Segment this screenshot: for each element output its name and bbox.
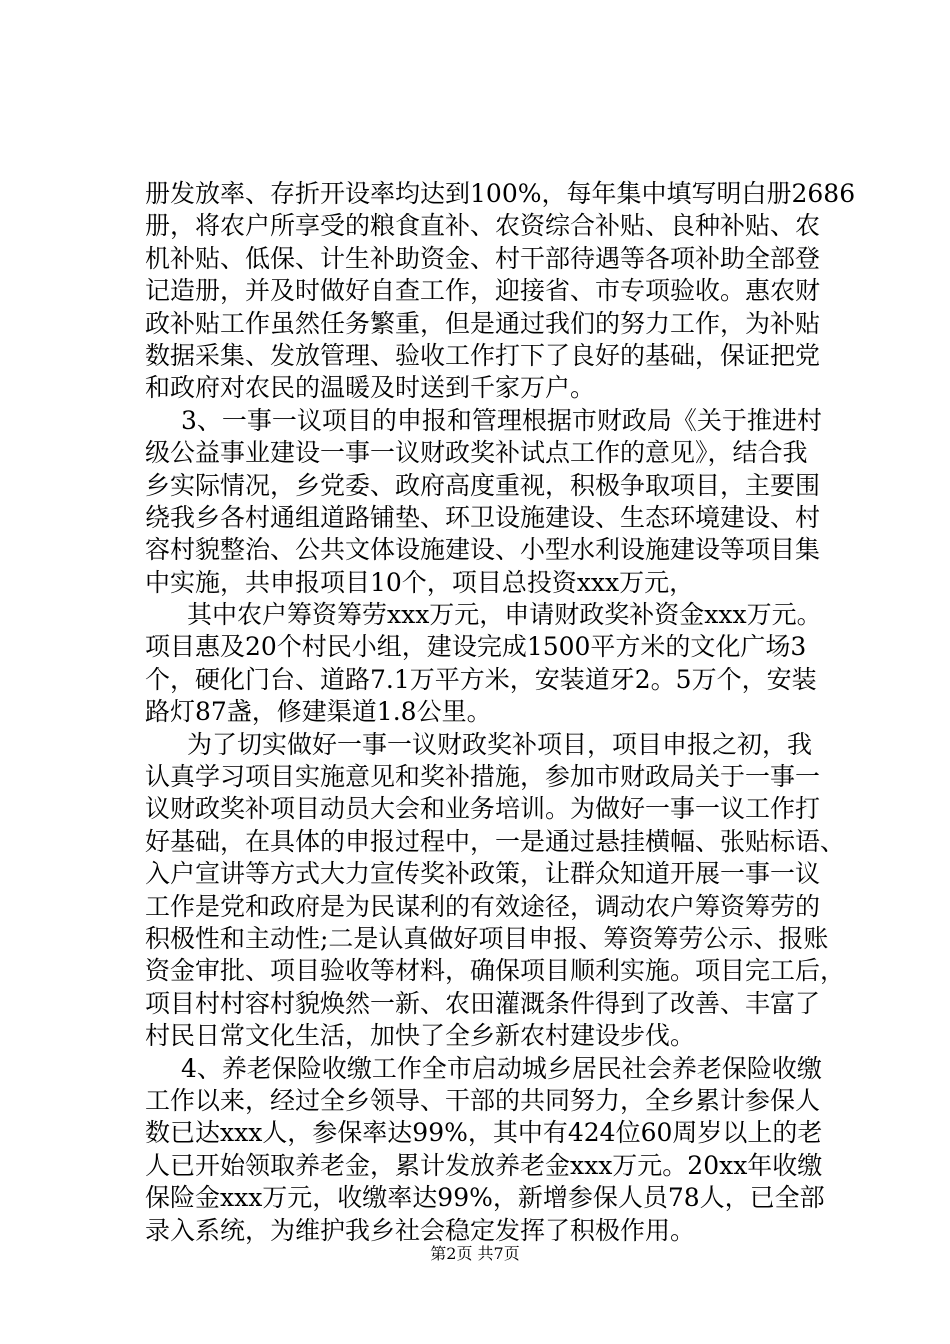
text-line: 路灯87盏，修建渠道1.8公里。 <box>145 697 492 727</box>
text-line: 机补贴、低保、计生补助资金、村干部待遇等各项补助全部登 <box>145 243 821 273</box>
document-body <box>145 178 856 1247</box>
text-line: 数据采集、发放管理、验收工作打下了良好的基础，保证把党 <box>145 340 821 370</box>
text-line: 个，硬化门台、道路7.1万平方米，安装道牙2。5万个，安装 <box>145 664 817 694</box>
text-line: 4、养老保险收缴工作全市启动城乡居民社会养老保险收缴 <box>181 1053 822 1083</box>
text-line: 录入系统，为维护我乡社会稳定发挥了积极作用。 <box>145 1215 696 1245</box>
text-line: 人已开始领取养老金，累计发放养老金xxx万元。20xx年收缴 <box>145 1150 823 1180</box>
text-line: 级公益事业建设一事一议财政奖补试点工作的意见》，结合我 <box>145 438 808 468</box>
text-line: 数已达xxx人，参保率达99%，其中有424位60周岁以上的老 <box>145 1118 823 1148</box>
text-line: 绕我乡各村通组道路铺垫、环卫设施建设、生态环境建设、村 <box>145 502 821 532</box>
text-line: 项目村村容村貌焕然一新、农田灌溉条件得到了改善、丰富了 <box>145 988 821 1018</box>
text-line: 工作是党和政府是为民谋利的有效途径，调动农户筹资筹劳的 <box>145 891 821 921</box>
text-line: 乡实际情况，乡党委、政府高度重视，积极争取项目，主要围 <box>145 470 821 500</box>
text-line: 册发放率、存折开设率均达到100%，每年集中填写明白册2686 <box>145 179 856 208</box>
text-line: 认真学习项目实施意见和奖补措施，参加市财政局关于一事一 <box>145 762 821 792</box>
text-line: 3、一事一议项目的申报和管理根据市财政局《关于推进村 <box>181 405 822 435</box>
text-line: 村民日常文化生活，加快了全乡新农村建设步伐。 <box>145 1021 696 1051</box>
text-line: 保险金xxx万元，收缴率达99%，新增参保人员78人，已全部 <box>145 1183 825 1213</box>
text-line: 资金审批、项目验收等材料，确保项目顺利实施。项目完工后， <box>145 956 846 986</box>
text-line: 册，将农户所享受的粮食直补、农资综合补贴、良种补贴、农 <box>145 211 821 241</box>
text-line: 为了切实做好一事一议财政奖补项目，项目申报之初，我 <box>187 729 813 759</box>
text-line: 其中农户筹资筹劳xxx万元，申请财政奖补资金xxx万元。 <box>187 600 822 630</box>
text-line: 议财政奖补项目动员大会和业务培训。为做好一事一议工作打 <box>145 794 821 824</box>
text-line: 入户宣讲等方式大力宣传奖补政策，让群众知道开展一事一议 <box>145 859 821 889</box>
text-line: 工作以来，经过全乡领导、干部的共同努力，全乡累计参保人 <box>145 1085 821 1115</box>
text-line: 记造册，并及时做好自查工作，迎接省、市专项验收。惠农财 <box>145 276 821 306</box>
page-footer: 第2页 共7页 <box>430 1244 520 1263</box>
text-line: 中实施，共申报项目10个，项目总投资xxx万元， <box>145 567 695 597</box>
text-line: 和政府对农民的温暖及时送到千家万户。 <box>145 373 596 403</box>
text-line: 容村貌整治、公共文体设施建设、小型水利设施建设等项目集 <box>145 535 821 565</box>
text-line: 积极性和主动性;二是认真做好项目申报、筹资筹劳公示、报账 <box>145 923 829 953</box>
text-line: 好基础，在具体的申报过程中，一是通过悬挂横幅、张贴标语、 <box>145 826 846 856</box>
text-line: 政补贴工作虽然任务繁重，但是通过我们的努力工作，为补贴 <box>145 308 821 338</box>
text-line: 项目惠及20个村民小组，建设完成1500平方米的文化广场3 <box>145 632 807 662</box>
